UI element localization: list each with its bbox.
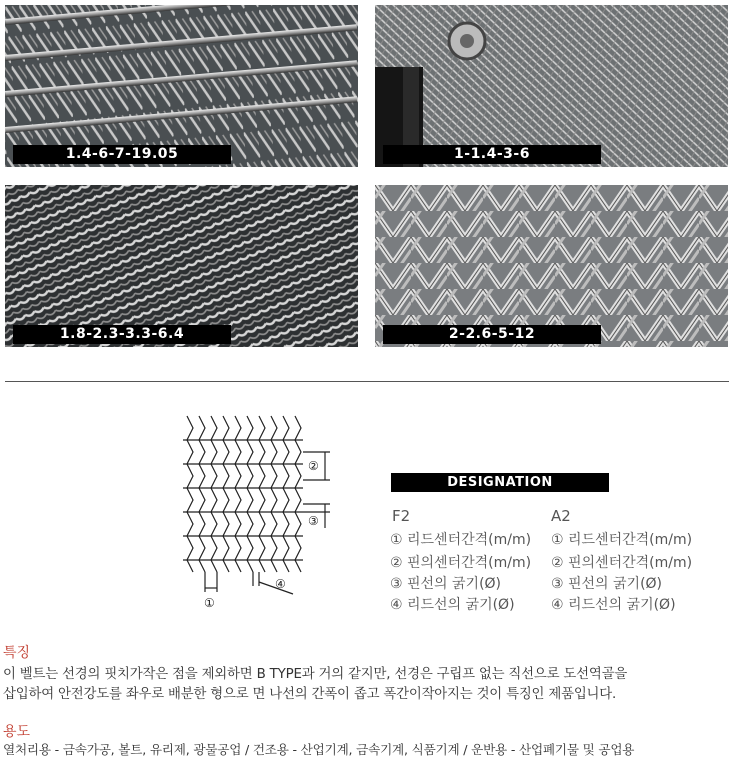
a2-item-1: ① 리드센터간격(m/m) xyxy=(551,532,693,548)
diagram-label-4: ④ xyxy=(275,577,286,591)
f2-item-1: ① 리드센터간격(m/m) xyxy=(390,532,532,548)
mesh-photo-3 xyxy=(5,185,358,347)
f2-item-4: ④ 리드선의 굵기(Ø) xyxy=(390,597,515,613)
mesh-photo-2 xyxy=(375,5,728,167)
designation-header-a2: A2 xyxy=(551,507,571,525)
f2-item-3: ③ 핀선의 굵기(Ø) xyxy=(390,576,502,592)
a2-item-4: ④ 리드선의 굵기(Ø) xyxy=(551,597,676,613)
photo-caption: 2-2.6-5-12 xyxy=(383,325,601,344)
photo-caption: 1.4-6-7-19.05 xyxy=(13,145,231,164)
mesh-photo-4-image xyxy=(375,185,728,347)
mesh-photo-2-image xyxy=(375,5,728,167)
features-title: 특징 xyxy=(3,645,31,661)
section-divider xyxy=(5,381,729,382)
features-line-2: 삽입하여 안전강도를 좌우로 배분한 형으로 면 나선의 간폭이 좁고 폭간이작아지는 것이 특징인 제품입니다. xyxy=(3,687,617,702)
diagram-drawing xyxy=(175,408,345,613)
usage-title: 용도 xyxy=(3,724,31,740)
designation-header-f2: F2 xyxy=(392,507,411,525)
mesh-dimension-diagram xyxy=(175,408,345,617)
mesh-photo-4 xyxy=(375,185,728,347)
features-line-1: 이 벨트는 선경의 핏치가작은 점을 제외하면 B TYPE과 거의 같지만, 선경은 구립프 없는 직선으로 도선역골을 xyxy=(3,667,628,682)
diagram-label-3: ③ xyxy=(308,514,319,528)
photo-caption: 1-1.4-3-6 xyxy=(383,145,601,164)
mesh-photo-1 xyxy=(5,5,358,167)
diagram-label-1: ① xyxy=(204,596,215,610)
photo-caption: 1.8-2.3-3.3-6.4 xyxy=(13,325,231,344)
designation-title: DESIGNATION xyxy=(391,473,609,492)
f2-item-2: ② 핀의센터간격(m/m) xyxy=(390,555,532,571)
mesh-photo-1-image xyxy=(5,5,358,167)
a2-item-3: ③ 핀선의 굵기(Ø) xyxy=(551,576,663,592)
diagram-label-2: ② xyxy=(308,459,319,473)
usage-line: 열처리용 - 금속가공, 볼트, 유리제, 광물공업 / 건조용 - 산업기계, 금속기계, 식품기계 / 운반용 - 산업폐기물 및 공업용 xyxy=(3,742,635,757)
a2-item-2: ② 핀의센터간격(m/m) xyxy=(551,555,693,571)
mesh-photo-3-image xyxy=(5,185,358,347)
